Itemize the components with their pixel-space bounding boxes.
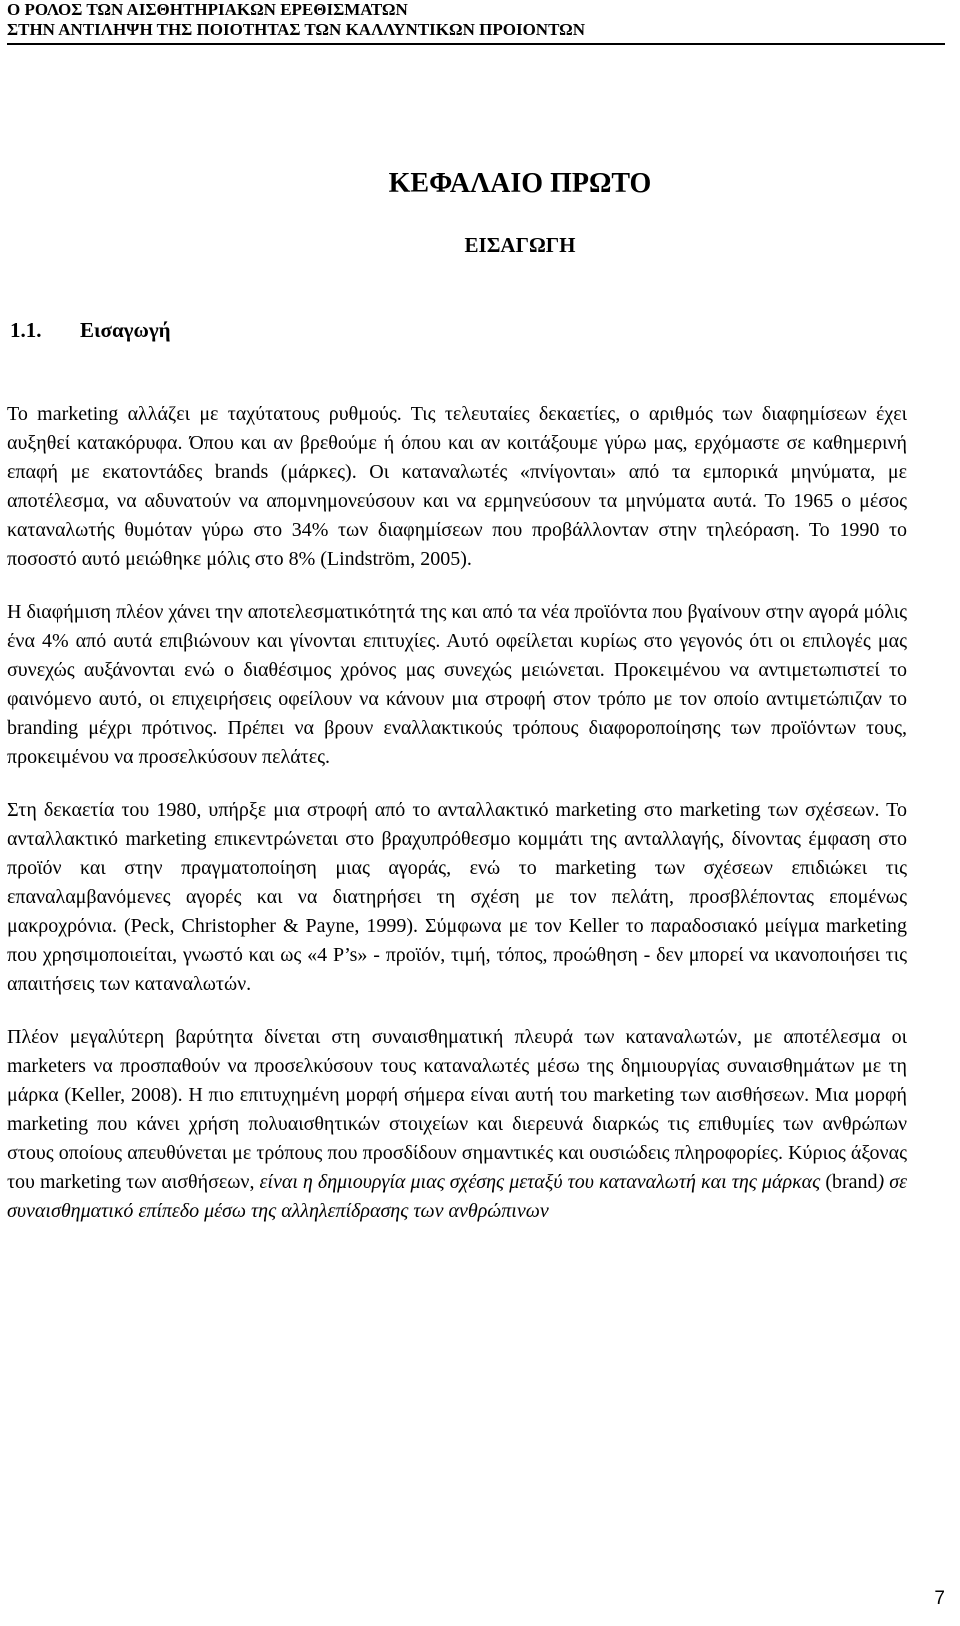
paragraph-4-italic-1: είναι η δημιουργία μιας σχέσης μεταξύ του καταναλωτή και της μάρκας <box>254 1171 826 1193</box>
paragraph-1: Το marketing αλλάζει με ταχύτατους ρυθμούς. Τις τελευταίες δεκαετίες, ο αριθμός των διαφημίσεων έχει αυξηθεί κατακόρυφα. Όπου και αν βρεθούμε ή όπου και αν κοιτάξουμε γύρω μας, ερχόμαστε σε καθημερινή επαφή με εκατοντάδες brands (μάρκες). Οι καταναλωτές «πνίγονται» από τα εμπορικά μηνύματα, με αποτέλεσμα, να αδυνατούν να απομνημονεύσουν και να ερμηνεύσουν τα μηνύματα αυτά. Το 1965 ο μέσος καταναλωτής θυμόταν γύρω στο 34% των διαφημίσεων που προβάλλονταν στην τηλεόραση. Το 1990 το ποσοστό αυτό μειώθηκε μόλις στο 8% (Lindström, 2005). <box>7 403 907 570</box>
header-line-2: ΣΤΗΝ ΑΝΤΙΛΗΨΗ ΤΗΣ ΠΟΙΟΤΗΤΑΣ ΤΩΝ ΚΑΛΛΥΝΤΙΚΩΝ ΠΡΟΙΟΝΤΩΝ <box>7 20 586 39</box>
paragraph-3: Στη δεκαετία του 1980, υπήρξε μια στροφή από το ανταλλακτικό marketing στο marketing των σχέσεων. Το ανταλλακτικό marketing επικεντρώνεται στο βραχυπρόθεσμο κομμάτι της ανταλλαγής, δίνοντας έμφαση στο προϊόν και στην πραγματοποίηση μιας αγοράς, ενώ το marketing των σχέσεων επιδιώκει τις επαναλαμβανόμενες αγορές και να διατηρήσει τη σχέση με τον πελάτη, προσβλέποντας επομένως μακροχρόνια. (Peck, Christopher & Payne, 1999). Σύμφωνα με τον Keller το παραδοσιακό μείγμα marketing που χρησιμοποιείται, γνωστό και ως «4 P’s» - προϊόν, τιμή, τόπος, προώθηση - δεν μπορεί να ικανοποιήσει τις απαιτήσεις των καταναλωτών. <box>7 799 907 995</box>
header-line-1: Ο ΡΟΛΟΣ ΤΩΝ ΑΙΣΘΗΤΗΡΙΑΚΩΝ ΕΡΕΘΙΣΜΑΤΩΝ <box>7 0 408 19</box>
paragraph-2: Η διαφήμιση πλέον χάνει την αποτελεσματικότητά της και από τα νέα προϊόντα που βγαίνουν στην αγορά μόλις ένα 4% από αυτά επιβιώνουν και γίνονται επιτυχίες. Αυτό οφείλεται κυρίως στο γεγονός ότι οι επιλογές μας συνεχώς αυξάνονται ενώ ο διαθέσιμος χρόνος μας συνεχώς μειώνεται. Προκειμένου να αντιμετωπιστεί το φαινόμενο αυτό, οι επιχειρήσεις οφείλουν να κάνουν μια στροφή στον τρόπο με τον οποίο αντιμετώπιζαν το branding μέχρι πρότινος. Πρέπει να βρουν εναλλακτικούς τρόπους διαφοροποίησης των προϊόντων τους, προκειμένου να προσελκύσουν πελάτες. <box>7 601 907 768</box>
subsection-number: 1.1. <box>10 318 42 342</box>
section-title: ΕΙΣΑΓΩΓΗ <box>464 233 576 257</box>
subsection-title: Εισαγωγή <box>80 318 171 342</box>
paragraph-4-text: Πλέον μεγαλύτερη βαρύτητα δίνεται στη συναισθηματική πλευρά των καταναλωτών, με αποτέλεσμα οι marketers να προσπαθούν να προσελκύσουν τους καταναλωτές μέσω της δημιουργίας συναισθημάτων με τη μάρκα (Keller, 2008). Η πιο επιτυχημένη μορφή σήμερα είναι αυτή του marketing των αισθήσεων. Μια μορφή marketing που κάνει χρήση πολυαισθητικών στοιχείων και διερευνά διαρκώς τις επιθυμίες των ανθρώπων στους οποίους απευθύνεται με τρόπους που προσδίδουν σημαντικές και ουσιώδεις πληροφορίες. Κύριος άξονας του marketing των αισθήσεων, <box>7 1026 907 1193</box>
page-number: 7 <box>934 1588 945 1609</box>
paragraph-4-text-2: (brand <box>825 1171 878 1193</box>
paragraph-4-italic-2: ) σε συναισθηματικό επίπεδο μέσω της αλληλεπίδρασης των ανθρώπινων <box>7 1171 907 1222</box>
chapter-title: ΚΕΦΑΛΑΙΟ ΠΡΩΤΟ <box>388 168 652 199</box>
subsection-heading <box>10 318 171 343</box>
running-header <box>7 0 947 40</box>
paragraph-4 <box>7 1023 907 1226</box>
header-rule <box>7 43 945 45</box>
body-text <box>7 400 907 1226</box>
